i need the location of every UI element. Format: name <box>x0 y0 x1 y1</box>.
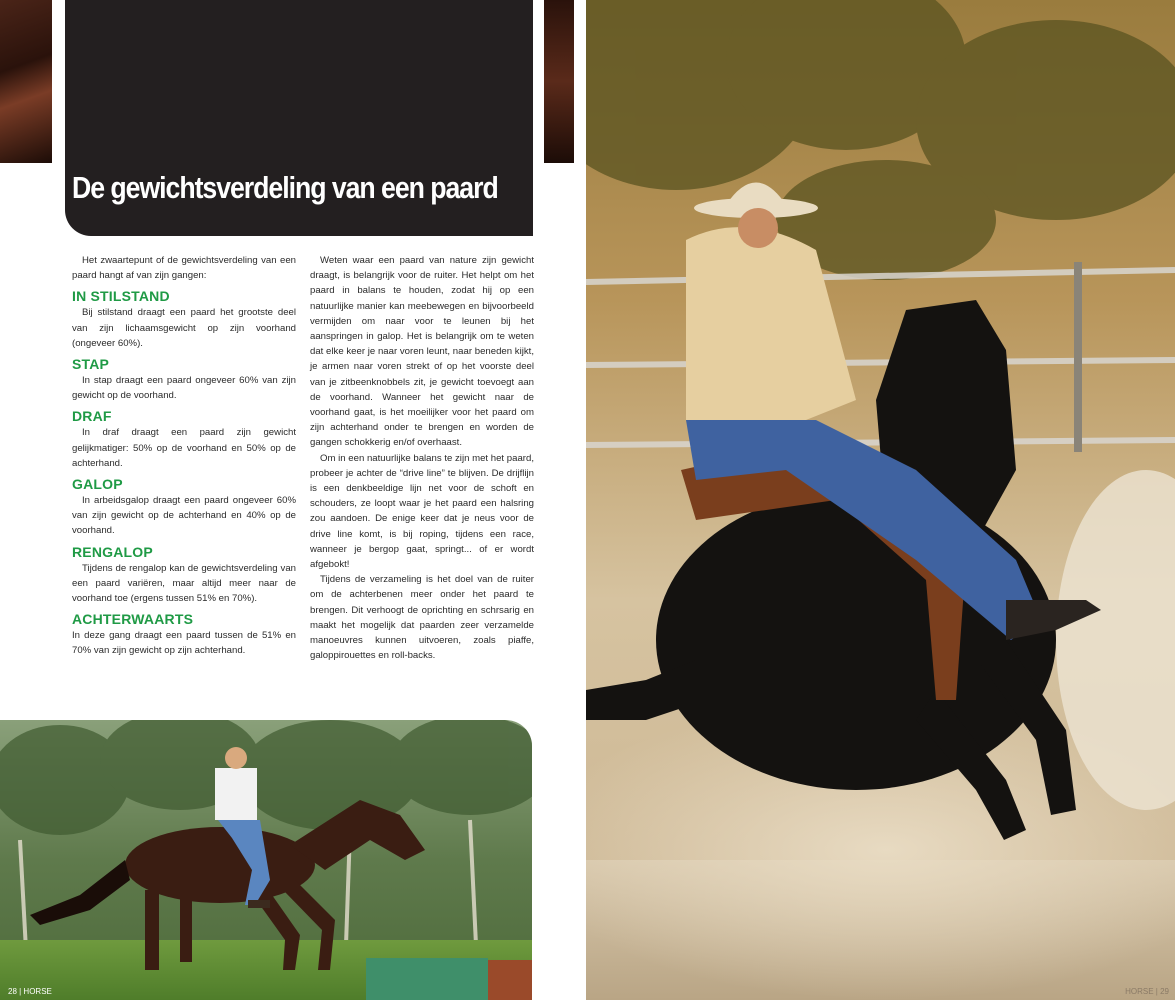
body-paragraph-1: Weten waar een paard van nature zijn gewicht draagt, is belangrijk voor de ruiter. Het helpt om het paard in balans te houden, zodat hij op een natuurlijke manier kan meebewegen en bijvoorbeeld vermijden om naar voor te leunen bij het aanspringen in galop. Het is belangrijk om te weten dat elke keer je naar voren leunt, naar beneden kijkt, je armen naar voren strekt of op het voorste deel van je zitbeenknobbels zit, je gewicht toevoegt aan de voorhand. Wanneer het gewicht naar de voorhand gaat, is het moeilijker voor het paard om zijn achterhand onder te brengen en worden de gangen schokkerig en/of overhaast. <box>310 255 534 449</box>
section-heading-stap: STAP <box>72 356 110 373</box>
photo-cowboy-black-horse-illustration <box>586 0 1175 1000</box>
section-text-achterwaarts: In deze gang draagt een paard tussen de 51% en 70% van zijn gewicht op zijn achterhand. <box>72 630 296 657</box>
body-paragraph-3: Tijdens de verzameling is het doel van de ruiter om de achterbenen meer onder het paard te brengen. Dit verhoogt de oprichting en schrsarig en maakt het mogelijk dat paarden zeer verzamelde manoeuvres kunnen uitvoeren, zoals piaffe, galoppirouettes en roll-backs. <box>310 574 534 662</box>
photo-rider-bay-horse <box>0 720 532 1000</box>
photo-rider-bay-horse-illustration <box>0 720 532 1000</box>
page-number-left: 28 | HORSE <box>8 987 52 996</box>
section-text-stilstand: Bij stilstand draagt een paard het grootste deel van zijn lichaamsgewicht op zijn voorhand (ongeveer 60%). <box>72 307 296 349</box>
section-heading-achterwaarts: ACHTERWAARTS <box>72 611 194 628</box>
section-heading-rengalop: RENGALOP <box>72 543 153 560</box>
section-heading-stilstand: IN STILSTAND <box>72 288 170 305</box>
intro-paragraph: Het zwaartepunt of de gewichtsverdeling van een paard hangt af van zijn gangen: <box>72 255 296 282</box>
section-heading-galop: GALOP <box>72 476 123 493</box>
text-column-2 <box>310 253 534 663</box>
photo-strip-right <box>544 0 574 163</box>
body-paragraph-2: Om in een natuurlijke balans te zijn met het paard, probeer je achter de “drive line” te blijven. De drijflijn is een denkbeeldige lijn net voor de schoft en schouders, ze loopt waar je het paard een halsring zou aandoen. De enige keer dat je neus voor de drive line komt, is bij roping, tijdens een race, wanneer je bergop gaat, springt... of er wordt afgebokt! <box>310 452 534 571</box>
section-text-stap: In stap draagt een paard ongeveer 60% van zijn gewicht op de voorhand. <box>72 375 296 402</box>
text-column-1 <box>72 253 296 659</box>
section-text-galop: In arbeidsgalop draagt een paard ongeveer 60% van zijn gewicht op de achterhand en 40% op de voorhand. <box>72 495 296 537</box>
section-text-draf: In draf draagt een paard zijn gewicht gelijkmatiger: 50% op de voorhand en 50% op de achterhand. <box>72 427 296 469</box>
section-heading-draf: DRAF <box>72 408 112 425</box>
article-title: De gewichtsverdeling van een paard <box>72 170 498 205</box>
photo-cowboy-black-horse <box>586 0 1175 1000</box>
section-text-rengalop: Tijdens de rengalop kan de gewichtsverdeling van een paard variëren, maar altijd meer naar de voorhand toe (ergens tussen 51% en 70%). <box>72 562 296 605</box>
left-page <box>0 0 582 1000</box>
photo-strip-left <box>0 0 52 163</box>
page-number-right: HORSE | 29 <box>1125 987 1169 996</box>
